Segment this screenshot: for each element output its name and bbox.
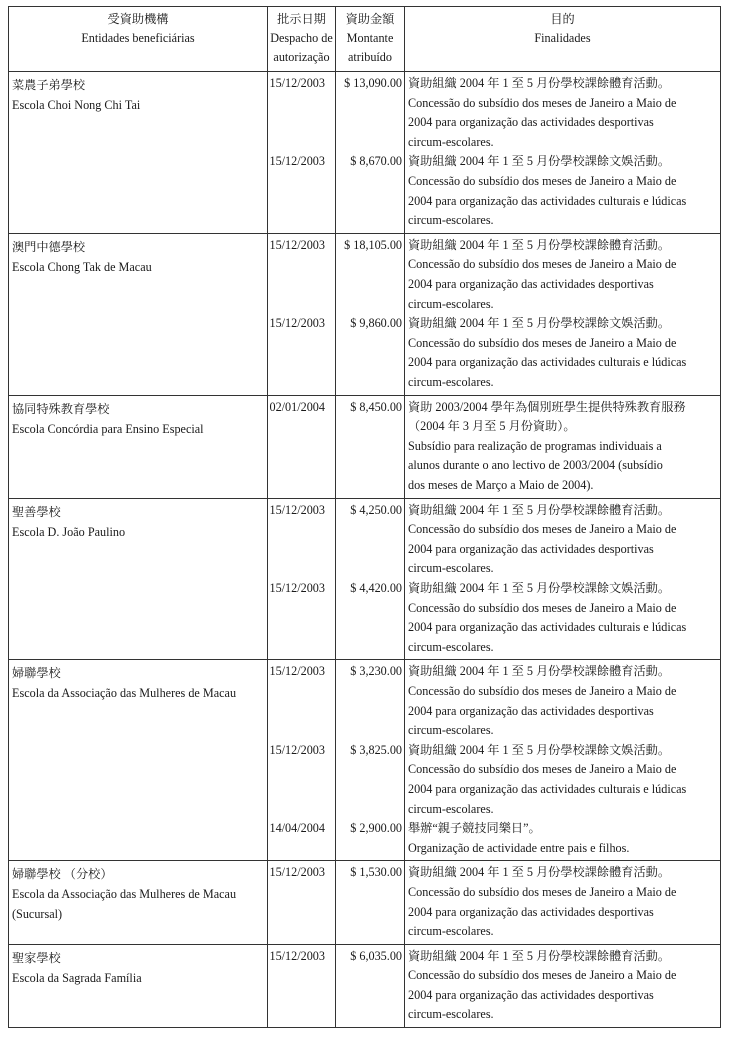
entity-name-zh: 婦聯學校 (12, 666, 61, 681)
table-row (9, 498, 721, 660)
approval-date: 15/12/2003 (269, 154, 325, 169)
entity-cell (9, 944, 268, 1027)
purpose-line: Subsídio para realização de programas individuais a (408, 438, 662, 453)
purpose-line: Concessão do subsídio dos meses de Janeiro a Maio de (408, 95, 677, 110)
purpose-line: circum-escolares. (408, 134, 494, 149)
entity-cell (9, 660, 268, 861)
purpose-line: 資助組織 2004 年 1 至 5 月份學校課餘體育活動。 (408, 502, 671, 517)
purpose-line: circum-escolares. (408, 296, 494, 311)
purpose-text (405, 74, 720, 152)
purpose-line: Concessão do subsídio dos meses de Janeiro a Maio de (408, 522, 677, 537)
amount-cell (336, 233, 405, 395)
purpose-line: circum-escolares. (408, 924, 494, 939)
approval-date: 14/04/2004 (269, 821, 325, 836)
date-cell (268, 861, 336, 944)
purpose-cell (405, 944, 721, 1027)
purpose-line: 資助組織 2004 年 1 至 5 月份學校課餘文娛活動。 (408, 316, 671, 331)
amount-cell (336, 944, 405, 1027)
entity-name-pt: Escola Choi Nong Chi Tai (12, 98, 141, 112)
purpose-line: circum-escolares. (408, 561, 494, 576)
purpose-line: circum-escolares. (408, 723, 494, 738)
entity-cell (9, 861, 268, 944)
header-row (9, 7, 721, 72)
header-date: 批示日期 Despacho de autorização (268, 7, 336, 72)
purpose-line: 2004 para organização das actividades culturais e lúdicas (408, 781, 687, 796)
table-row (9, 233, 721, 395)
purpose-line: Organização de actividade entre pais e filhos. (408, 840, 630, 855)
date-cell (268, 660, 336, 861)
amount-value: $ 9,860.00 (350, 316, 402, 331)
purpose-line: 2004 para organização das actividades culturais e lúdicas (408, 620, 687, 635)
purpose-cell (405, 233, 721, 395)
purpose-line: 舉辦“親子競技同樂日”。 (408, 821, 541, 836)
table-body (9, 72, 721, 1028)
date-cell (268, 395, 336, 498)
amount-cell (336, 861, 405, 944)
purpose-line: 資助組織 2004 年 1 至 5 月份學校課餘文娛活動。 (408, 580, 671, 595)
entity-cell (9, 72, 268, 234)
amount-value: $ 18,105.00 (344, 237, 402, 252)
date-cell (268, 944, 336, 1027)
entity-name-zh: 菜農子弟學校 (12, 78, 86, 92)
entity-name-pt: Escola da Associação das Mulheres de Macau (12, 887, 237, 902)
purpose-line: 2004 para organização das actividades culturais e lúdicas (408, 193, 687, 208)
purpose-line: circum-escolares. (408, 801, 494, 816)
purpose-line: 資助 2003/2004 學年為個別班學生提供特殊教育服務 (408, 399, 686, 414)
purpose-cell (405, 72, 721, 234)
header-amount: 資助金額 Montante atribuído (336, 7, 405, 72)
amount-cell (336, 72, 405, 234)
table-row (9, 660, 721, 861)
purpose-text (405, 863, 720, 941)
amount-value: $ 3,230.00 (350, 664, 402, 679)
amount-value: $ 3,825.00 (350, 742, 402, 757)
date-cell (268, 498, 336, 660)
purpose-cell (405, 498, 721, 660)
purpose-line: Concessão do subsídio dos meses de Janeiro a Maio de (408, 884, 677, 899)
purpose-line: 資助組織 2004 年 1 至 5 月份學校課餘文娛活動。 (408, 742, 671, 757)
table-row (9, 395, 721, 498)
purpose-text (405, 819, 720, 858)
purpose-text (405, 741, 720, 819)
purpose-line: Concessão do subsídio dos meses de Janeiro a Maio de (408, 683, 677, 698)
purpose-cell (405, 660, 721, 861)
amount-value: $ 4,250.00 (350, 502, 402, 517)
purpose-line: 2004 para organização das actividades desportivas (408, 115, 654, 130)
purpose-text (405, 236, 720, 314)
entity-name-pt: Escola Chong Tak de Macau (12, 259, 152, 274)
amount-value: $ 13,090.00 (344, 76, 402, 90)
purpose-line: Concessão do subsídio dos meses de Janeiro a Maio de (408, 335, 677, 350)
purpose-line: dos meses de Março a Maio de 2004). (408, 477, 594, 492)
purpose-line: circum-escolares. (408, 639, 494, 654)
purpose-line: circum-escolares. (408, 1007, 494, 1022)
purpose-line: circum-escolares. (408, 213, 494, 228)
purpose-line: Concessão do subsídio dos meses de Janeiro a Maio de (408, 257, 677, 272)
purpose-line: 資助組織 2004 年 1 至 5 月份學校課餘體育活動。 (408, 664, 671, 679)
purpose-line: circum-escolares. (408, 374, 494, 389)
entity-name-pt: Escola Concórdia para Ensino Especial (12, 421, 204, 436)
purpose-text (405, 314, 720, 392)
purpose-line: 資助組織 2004 年 1 至 5 月份學校課餘體育活動。 (408, 948, 671, 963)
purpose-text (405, 398, 720, 496)
approval-date: 15/12/2003 (269, 580, 325, 595)
purpose-line: Concessão do subsídio dos meses de Janeiro a Maio de (408, 173, 677, 188)
purpose-line: alunos durante o ano lectivo de 2003/2004 (subsídio (408, 458, 663, 473)
amount-cell (336, 498, 405, 660)
amount-value: $ 1,530.00 (350, 865, 402, 880)
approval-date: 15/12/2003 (269, 316, 325, 331)
amount-value: $ 6,035.00 (350, 948, 402, 963)
entity-cell (9, 395, 268, 498)
date-cell (268, 72, 336, 234)
header-entity: 受資助機構 Entidades beneficiárias (9, 7, 268, 72)
approval-date: 15/12/2003 (269, 865, 325, 880)
entity-name-pt: Escola D. João Paulino (12, 524, 126, 539)
approval-date: 15/12/2003 (269, 237, 325, 252)
purpose-text (405, 501, 720, 579)
amount-value: $ 2,900.00 (350, 821, 402, 836)
purpose-text (405, 579, 720, 657)
amount-cell (336, 660, 405, 861)
entity-name-zh: 協同特殊教育學校 (12, 401, 110, 416)
entity-cell (9, 498, 268, 660)
purpose-line: 2004 para organização das actividades culturais e lúdicas (408, 355, 687, 370)
entity-name-zh: 聖善學校 (12, 504, 61, 519)
purpose-cell (405, 861, 721, 944)
amount-cell (336, 395, 405, 498)
amount-value: $ 8,670.00 (350, 154, 402, 169)
purpose-line: 2004 para organização das actividades desportivas (408, 703, 654, 718)
purpose-line: 資助組織 2004 年 1 至 5 月份學校課餘體育活動。 (408, 76, 671, 90)
approval-date: 15/12/2003 (269, 948, 325, 963)
table-row (9, 72, 721, 234)
entity-name-pt: (Sucursal) (12, 907, 63, 922)
entity-cell (9, 233, 268, 395)
purpose-text (405, 662, 720, 740)
entity-name-pt: Escola da Sagrada Família (12, 970, 142, 985)
purpose-line: Concessão do subsídio dos meses de Janeiro a Maio de (408, 600, 677, 615)
purpose-line: 2004 para organização das actividades desportivas (408, 904, 654, 919)
purpose-line: 資助組織 2004 年 1 至 5 月份學校課餘文娛活動。 (408, 154, 671, 169)
purpose-line: 2004 para organização das actividades desportivas (408, 987, 654, 1002)
entity-name-zh: 聖家學校 (12, 950, 61, 965)
header-purpose: 目的 Finalidades (405, 7, 721, 72)
purpose-line: （2004 年 3 月至 5 月份資助）。 (408, 419, 576, 434)
date-cell (268, 233, 336, 395)
approval-date: 15/12/2003 (269, 76, 325, 90)
purpose-line: Concessão do subsídio dos meses de Janeiro a Maio de (408, 968, 677, 983)
entity-name-zh: 澳門中德學校 (12, 239, 86, 254)
purpose-text (405, 947, 720, 1025)
table-row (9, 944, 721, 1027)
table-row (9, 861, 721, 944)
approval-date: 15/12/2003 (269, 502, 325, 517)
purpose-line: 資助組織 2004 年 1 至 5 月份學校課餘體育活動。 (408, 865, 671, 880)
subsidy-table (8, 6, 721, 1028)
entity-name-pt: Escola da Associação das Mulheres de Macau (12, 686, 237, 701)
amount-value: $ 4,420.00 (350, 580, 402, 595)
purpose-line: 資助組織 2004 年 1 至 5 月份學校課餘體育活動。 (408, 237, 671, 252)
purpose-cell (405, 395, 721, 498)
purpose-text (405, 152, 720, 230)
approval-date: 15/12/2003 (269, 664, 325, 679)
amount-value: $ 8,450.00 (350, 399, 402, 414)
approval-date: 02/01/2004 (269, 399, 325, 414)
entity-name-zh: 婦聯學校 （分校） (12, 867, 113, 882)
purpose-line: 2004 para organização das actividades desportivas (408, 541, 654, 556)
purpose-line: 2004 para organização das actividades desportivas (408, 276, 654, 291)
approval-date: 15/12/2003 (269, 742, 325, 757)
purpose-line: Concessão do subsídio dos meses de Janeiro a Maio de (408, 762, 677, 777)
